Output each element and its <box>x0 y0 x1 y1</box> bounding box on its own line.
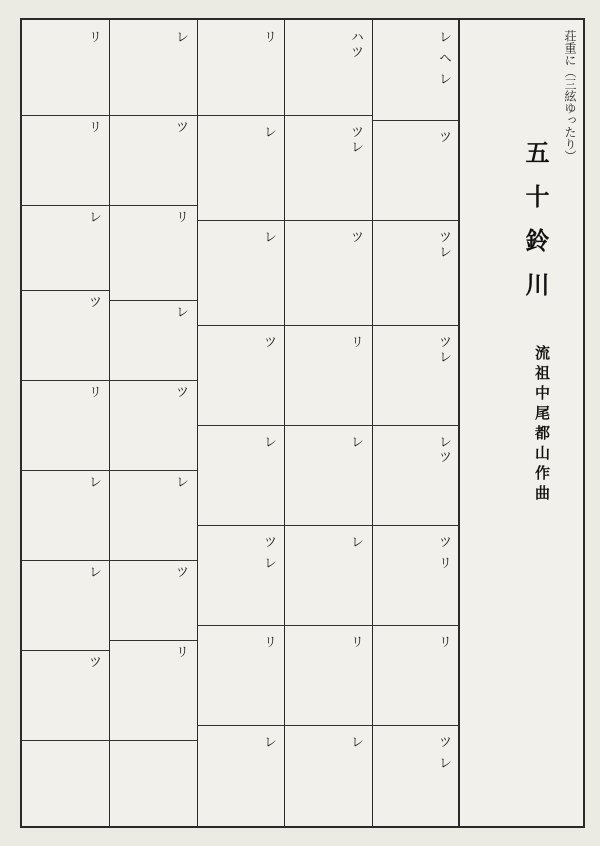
row-divider <box>197 220 284 221</box>
row-divider <box>372 120 458 121</box>
notation-cell: レツ <box>436 435 451 465</box>
notation-cell: リ <box>173 645 188 660</box>
row-divider <box>372 725 458 726</box>
row-divider <box>22 650 109 651</box>
row-divider <box>372 325 458 326</box>
piece-title: 五十鈴川 <box>521 140 550 316</box>
notation-cell: レ <box>86 210 101 225</box>
row-divider <box>22 560 109 561</box>
notation-cell: レ <box>348 435 363 450</box>
column-divider <box>109 20 110 826</box>
column-divider <box>372 20 373 826</box>
row-divider <box>22 740 109 741</box>
row-divider <box>109 115 197 116</box>
notation-cell: リ <box>261 30 276 45</box>
row-divider <box>22 470 109 471</box>
row-divider <box>109 640 197 641</box>
performance-instruction: 荘重に（三絃ゆったり） <box>563 30 577 162</box>
notation-cell: ツ <box>348 230 363 245</box>
score-sheet <box>20 18 585 828</box>
notation-cell: ツ <box>261 335 276 350</box>
row-divider <box>109 470 197 471</box>
notation-cell: ツレ <box>436 335 451 365</box>
notation-cell: リ <box>173 210 188 225</box>
notation-cell: リ <box>261 635 276 650</box>
notation-cell: レ <box>173 475 188 490</box>
notation-cell: ツ レ <box>436 735 451 772</box>
notation-cell: リ <box>86 120 101 135</box>
row-divider <box>372 525 458 526</box>
notation-cell: ハツ <box>348 30 363 60</box>
row-divider <box>372 625 458 626</box>
notation-cell: ツ レ <box>261 535 276 572</box>
row-divider <box>284 625 372 626</box>
notation-cell: リ <box>86 385 101 400</box>
row-divider <box>372 425 458 426</box>
notation-cell: レ <box>348 535 363 550</box>
row-divider <box>22 205 109 206</box>
row-divider <box>22 380 109 381</box>
notation-cell: ツ <box>173 565 188 580</box>
notation-cell: リ <box>348 635 363 650</box>
notation-cell: ツ リ <box>436 535 451 572</box>
notation-cell: リ <box>348 335 363 350</box>
notation-cell: レ <box>173 305 188 320</box>
notation-cell: ツ <box>173 120 188 135</box>
notation-cell: レ <box>348 735 363 750</box>
notation-cell: リ <box>436 635 451 650</box>
notation-cell: レ <box>86 475 101 490</box>
column-divider <box>197 20 198 826</box>
notation-cell: レ <box>261 230 276 245</box>
row-divider <box>109 205 197 206</box>
notation-cell: レ <box>86 565 101 580</box>
row-divider <box>284 115 372 116</box>
row-divider <box>197 525 284 526</box>
row-divider <box>109 380 197 381</box>
notation-cell: ツ <box>173 385 188 400</box>
row-divider <box>109 300 197 301</box>
notation-cell: レ <box>261 125 276 140</box>
row-divider <box>197 115 284 116</box>
composer-credit: 流祖中尾都山作曲 <box>533 345 551 505</box>
row-divider <box>197 725 284 726</box>
notation-cell: ツ <box>86 295 101 310</box>
row-divider <box>109 740 197 741</box>
notation-cell: リ <box>86 30 101 45</box>
notation-cell: レ <box>261 435 276 450</box>
title-block <box>460 20 583 826</box>
row-divider <box>197 625 284 626</box>
notation-grid <box>22 20 460 826</box>
row-divider <box>109 560 197 561</box>
notation-cell: ツ <box>436 130 451 145</box>
row-divider <box>284 425 372 426</box>
row-divider <box>22 290 109 291</box>
row-divider <box>284 325 372 326</box>
row-divider <box>284 525 372 526</box>
notation-cell: ツ <box>86 655 101 670</box>
row-divider <box>372 220 458 221</box>
notation-cell: レ ヘ レ <box>436 30 451 88</box>
row-divider <box>197 425 284 426</box>
column-divider <box>284 20 285 826</box>
row-divider <box>197 325 284 326</box>
notation-cell: ツレ <box>348 125 363 155</box>
notation-cell: レ <box>261 735 276 750</box>
row-divider <box>22 115 109 116</box>
row-divider <box>284 220 372 221</box>
row-divider <box>284 725 372 726</box>
notation-cell: レ <box>173 30 188 45</box>
notation-cell: ツレ <box>436 230 451 260</box>
